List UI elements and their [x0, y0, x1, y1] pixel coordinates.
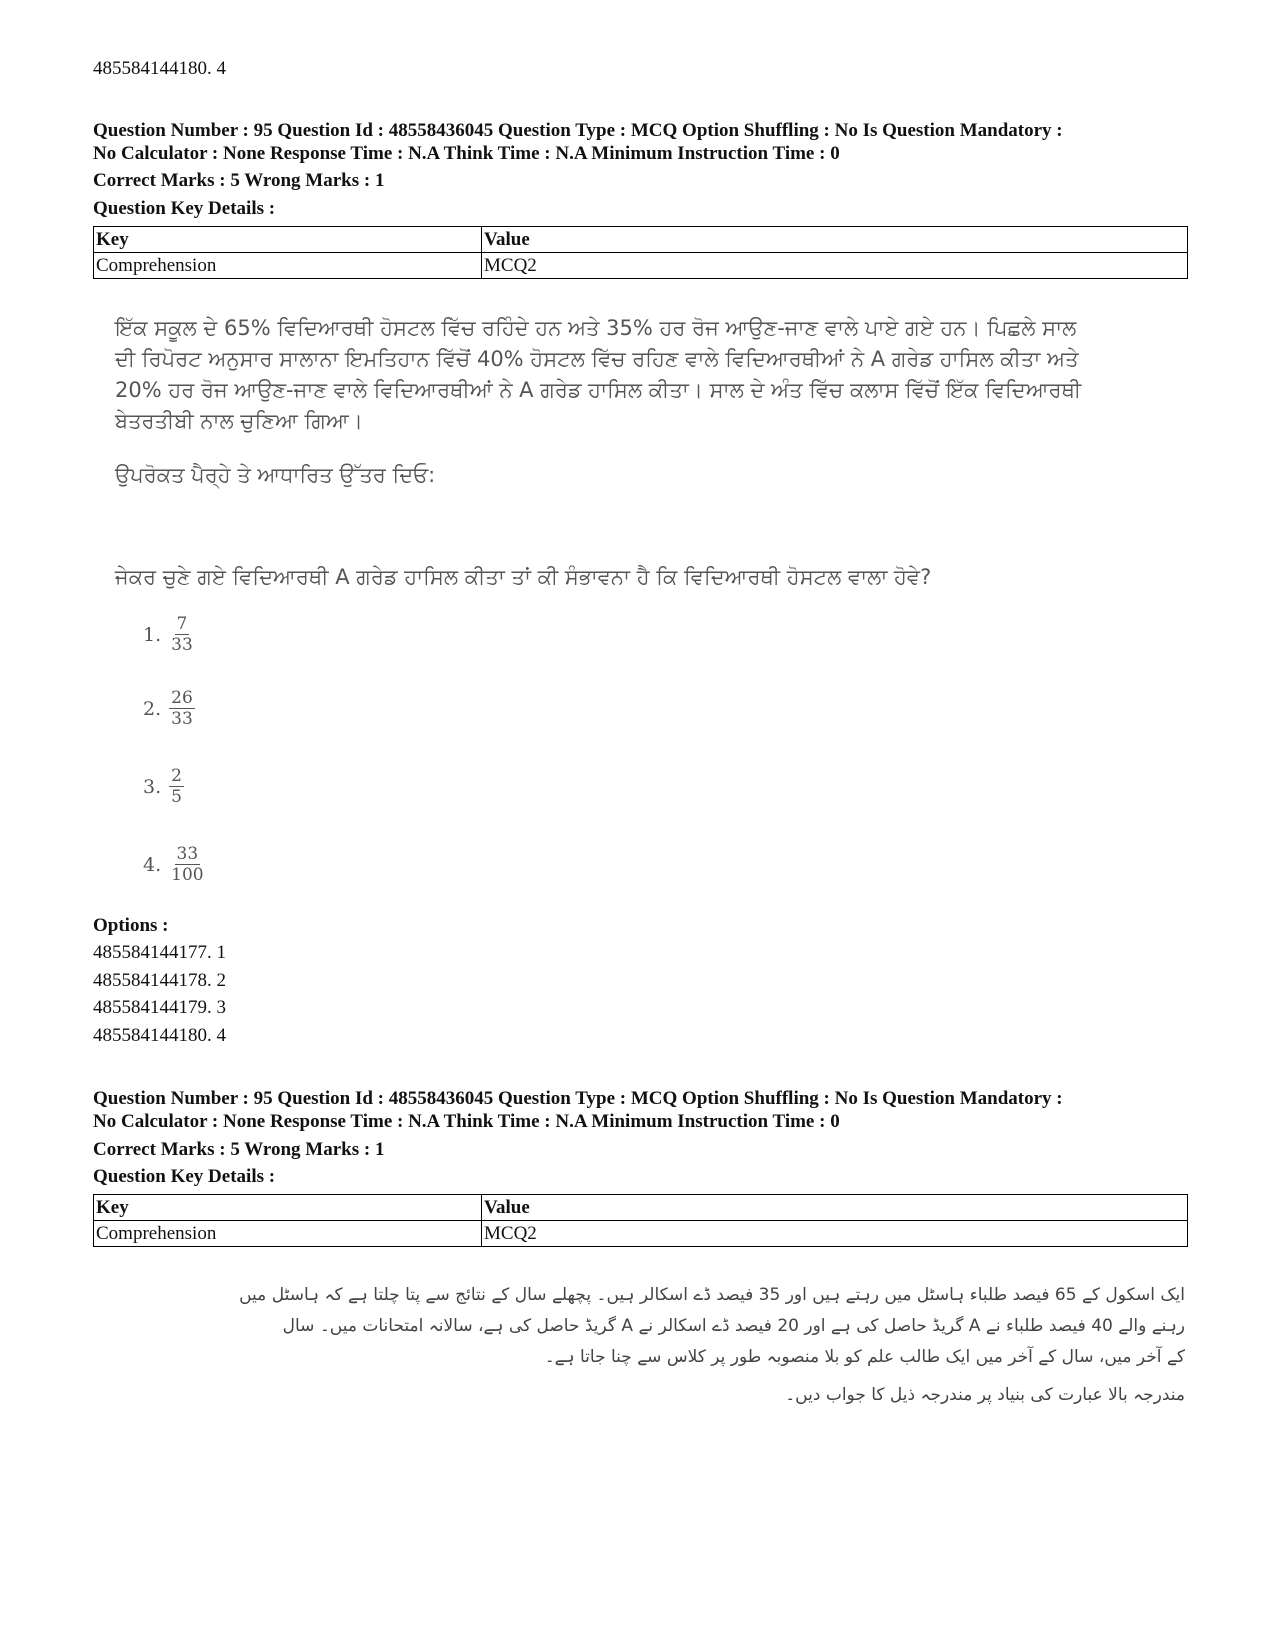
- key-details-table: [93, 1194, 1188, 1247]
- question-text: ਜੇਕਰ ਚੁਣੇ ਗਏ ਵਿਦਿਆਰਥੀ A ਗਰੇਡ ਹਾਸਿਲ ਕੀਤਾ ਤਾਂ ਕੀ ਸੰਭਾਵਨਾ ਹੈ ਕਿ ਵਿਦਿਆਰਥੀ ਹੋਸਟਲ ਵਾਲਾ ਹੋਵੇ?: [115, 565, 932, 589]
- question-meta-line-1: Question Number : 95 Question Id : 48558436045 Question Type : MCQ Option Shuffling : No Is Question Mandatory :: [93, 1088, 1063, 1109]
- answer-choice-1: [143, 614, 195, 655]
- option-id-line: 485584144178. 2: [93, 970, 226, 991]
- fraction-denominator: 33: [171, 709, 193, 729]
- choice-number: 2.: [143, 697, 162, 720]
- passage-instruction: ਉਪਰੋਕਤ ਪੈਰ੍ਹੇ ਤੇ ਆਧਾਰਿਤ ਉੱਤਰ ਦਿਓ:: [115, 463, 436, 487]
- table-cell-key: Comprehension: [94, 253, 482, 279]
- table-header-value: Value: [482, 1195, 1188, 1221]
- urdu-passage-line: رہنے والے 40 فیصد طلباء نے A گریڈ حاصل کی ہے اور 20 فیصد ڈے اسکالر نے A گریڈ حاصل کی ہے، سالانہ امتحانات میں۔ سال: [282, 1316, 1185, 1336]
- question-meta-line-2: No Calculator : None Response Time : N.A Think Time : N.A Minimum Instruction Time : 0: [93, 143, 840, 164]
- marks-line: Correct Marks : 5 Wrong Marks : 1: [93, 1139, 385, 1160]
- table-header-row: [94, 1195, 1188, 1221]
- comprehension-passage: [115, 313, 1185, 437]
- options-label: Options :: [93, 915, 169, 936]
- table-header-value: Value: [482, 227, 1188, 253]
- question-meta-line-2: No Calculator : None Response Time : N.A Think Time : N.A Minimum Instruction Time : 0: [93, 1111, 840, 1132]
- fraction-denominator: 100: [171, 865, 204, 885]
- answer-choice-3: [143, 766, 184, 807]
- table-header-key: Key: [94, 227, 482, 253]
- fraction-numerator: 33: [176, 844, 199, 864]
- key-details-label: Question Key Details :: [93, 1166, 276, 1187]
- table-cell-value: MCQ2: [482, 253, 1188, 279]
- urdu-passage: [115, 1280, 1185, 1373]
- answer-choice-4: [143, 844, 206, 885]
- table-cell-value: MCQ2: [482, 1221, 1188, 1247]
- marks-line: Correct Marks : 5 Wrong Marks : 1: [93, 170, 385, 191]
- choice-fraction: [169, 844, 205, 885]
- passage-line: ਦੀ ਰਿਪੋਰਟ ਅਨੁਸਾਰ ਸਾਲਾਨਾ ਇਮਤਿਹਾਨ ਵਿੱਚੋਂ 40% ਹੋਸਟਲ ਵਿੱਚ ਰਹਿਣ ਵਾਲੇ ਵਿਦਿਆਰਥੀਆਂ ਨੇ A ਗਰੇਡ ਹਾਸਿਲ ਕੀਤਾ ਅਤੇ: [115, 347, 1079, 371]
- fraction-denominator: 5: [171, 787, 182, 807]
- question-meta-line-1: Question Number : 95 Question Id : 48558436045 Question Type : MCQ Option Shuffling : No Is Question Mandatory :: [93, 120, 1063, 141]
- urdu-passage-line: کے آخر میں، سال کے آخر میں ایک طالب علم کو بلا منصوبہ طور پر کلاس سے چنا جاتا ہے۔: [544, 1347, 1185, 1367]
- table-row: [94, 253, 1188, 279]
- option-id-line: 485584144179. 3: [93, 997, 226, 1018]
- passage-line: 20% ਹਰ ਰੋਜ ਆਉਣ-ਜਾਣ ਵਾਲੇ ਵਿਦਿਆਰਥੀਆਂ ਨੇ A ਗਰੇਡ ਹਾਸਿਲ ਕੀਤਾ। ਸਾਲ ਦੇ ਅੰਤ ਵਿੱਚ ਕਲਾਸ ਵਿੱਚੋਂ ਇੱਕ ਵਿਦਿਆਰਥੀ: [115, 378, 1082, 402]
- key-details-table: [93, 226, 1188, 279]
- choice-number: 3.: [143, 775, 162, 798]
- table-cell-key: Comprehension: [94, 1221, 482, 1247]
- urdu-instruction: مندرجہ بالا عبارت کی بنیاد پر مندرجہ ذیل کا جواب دیں۔: [785, 1385, 1185, 1405]
- previous-option-line: 485584144180. 4: [93, 58, 226, 79]
- fraction-denominator: 33: [171, 635, 193, 655]
- choice-fraction: [169, 614, 195, 655]
- fraction-numerator: 7: [176, 614, 188, 634]
- passage-line: ਇੱਕ ਸਕੂਲ ਦੇ 65% ਵਿਦਿਆਰਥੀ ਹੋਸਟਲ ਵਿੱਚ ਰਹਿੰਦੇ ਹਨ ਅਤੇ 35% ਹਰ ਰੋਜ ਆਉਣ-ਜਾਣ ਵਾਲੇ ਪਾਏ ਗਏ ਹਨ। ਪਿਛਲੇ ਸਾਲ: [115, 316, 1077, 340]
- option-id-line: 485584144177. 1: [93, 942, 226, 963]
- urdu-passage-line: ایک اسکول کے 65 فیصد طلباء ہاسٹل میں رہتے ہیں اور 35 فیصد ڈے اسکالر ہیں۔ پچھلے سال کے نتائج سے پتا چلتا ہے کہ ہاسٹل میں: [239, 1285, 1185, 1305]
- table-header-key: Key: [94, 1195, 482, 1221]
- passage-line: ਬੇਤਰਤੀਬੀ ਨਾਲ ਚੁਣਿਆ ਗਿਆ।: [115, 409, 363, 433]
- choice-number: 4.: [143, 853, 162, 876]
- fraction-numerator: 2: [171, 766, 182, 786]
- table-row: [94, 1221, 1188, 1247]
- key-details-label: Question Key Details :: [93, 198, 276, 219]
- table-header-row: [94, 227, 1188, 253]
- answer-choice-2: [143, 688, 195, 729]
- choice-fraction: [169, 766, 184, 807]
- fraction-numerator: 26: [171, 688, 193, 708]
- choice-fraction: [169, 688, 195, 729]
- option-id-line: 485584144180. 4: [93, 1025, 226, 1046]
- choice-number: 1.: [143, 623, 162, 646]
